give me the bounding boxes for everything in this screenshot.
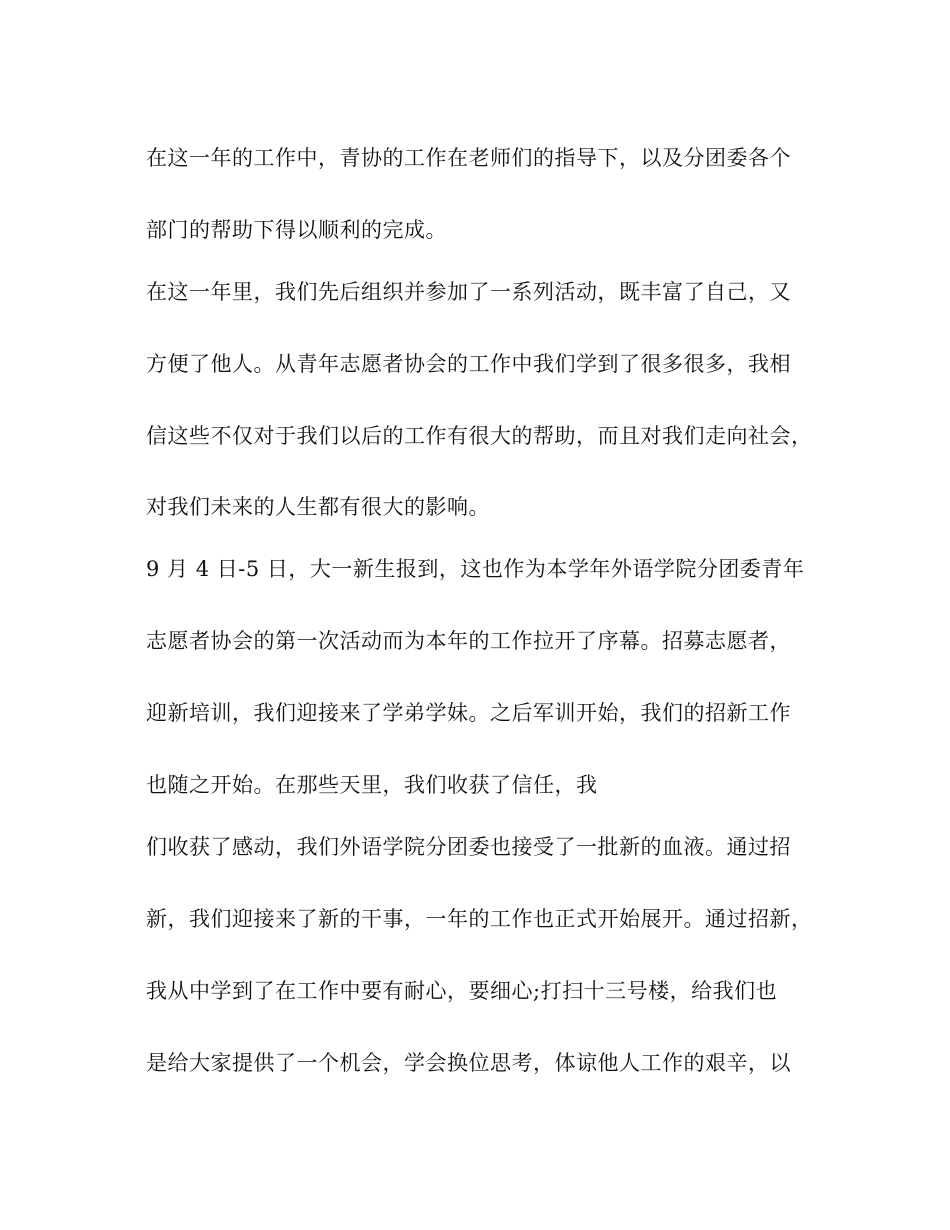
text-line: 们收获了感动，我们外语学院分团委也接受了一批新的血液。通过招 <box>146 835 791 859</box>
text-line: 也随之开始。在那些天里，我们收获了信任，我 <box>146 773 598 797</box>
text-line: 9 月 4 日-5 日，大一新生报到，这也作为本学年外语学院分团委青年 <box>146 557 805 581</box>
text-line: 信这些不仅对于我们以后的工作有很大的帮助，而且对我们走向社会， <box>146 424 813 448</box>
text-line: 在这一年的工作中，青协的工作在老师们的指导下，以及分团委各个 <box>146 146 791 170</box>
text-line: 迎新培训，我们迎接来了学弟学妹。之后军训开始，我们的招新工作 <box>146 701 791 725</box>
text-line: 是给大家提供了一个机会，学会换位思考，体谅他人工作的艰辛，以 <box>146 1051 791 1075</box>
text-line: 部门的帮助下得以顺利的完成。 <box>146 218 447 242</box>
text-line: 方便了他人。从青年志愿者协会的工作中我们学到了很多很多，我相 <box>146 352 791 376</box>
text-line: 志愿者协会的第一次活动而为本年的工作拉开了序幕。招募志愿者， <box>146 629 791 653</box>
text-line: 对我们未来的人生都有很大的影响。 <box>146 495 490 519</box>
text-line: 新，我们迎接来了新的干事，一年的工作也正式开始展开。通过招新， <box>146 907 813 931</box>
text-line: 在这一年里，我们先后组织并参加了一系列活动，既丰富了自己，又 <box>146 280 791 304</box>
text-line: 我从中学到了在工作中要有耐心，要细心;打扫十三号楼，给我们也 <box>146 979 778 1003</box>
